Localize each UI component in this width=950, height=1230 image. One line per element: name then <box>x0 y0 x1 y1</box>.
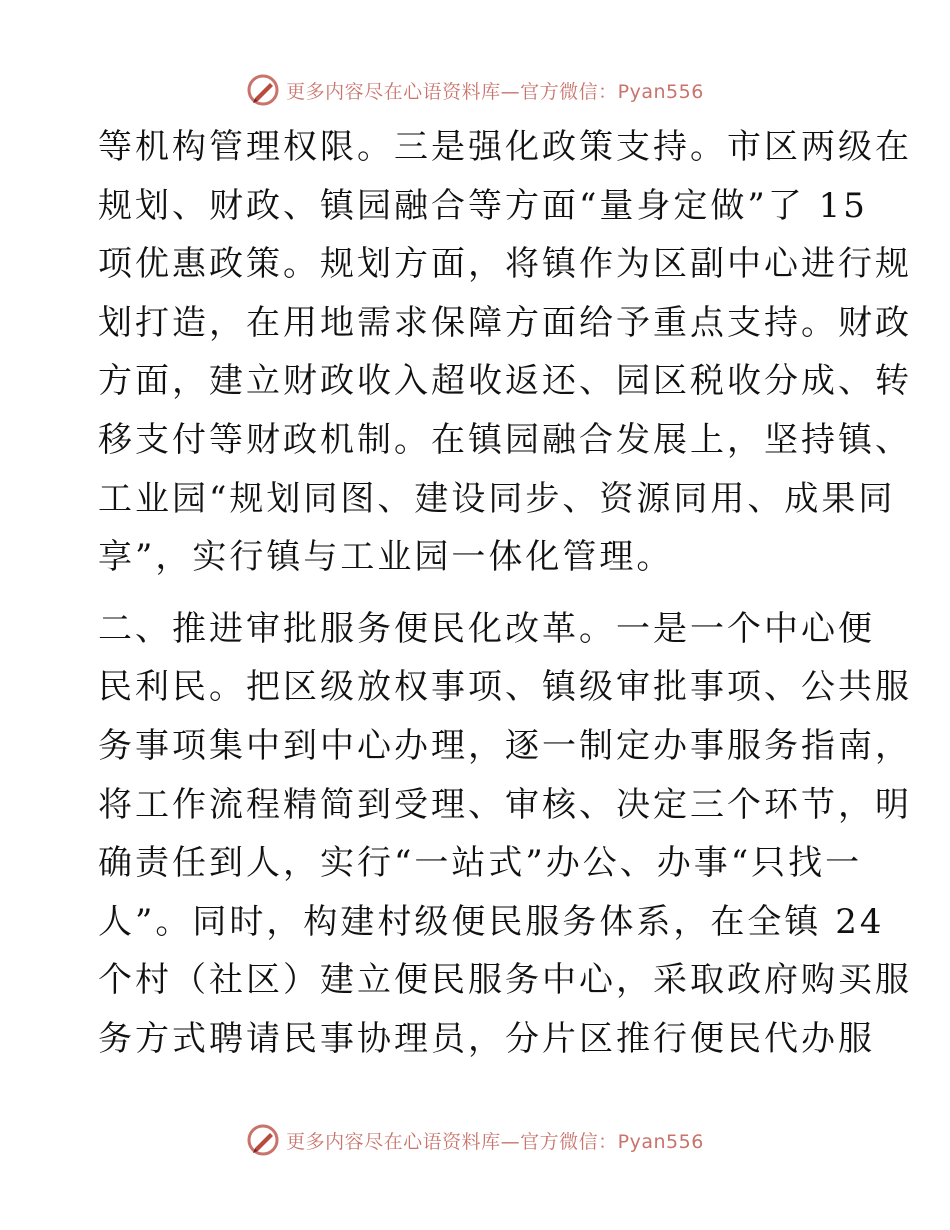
text-line: 规划、财政、镇园融合等方面“量身定做”了 15 <box>98 185 868 226</box>
header-banner <box>0 70 950 110</box>
footer-banner-text: 更多内容尽在心语资料库—官方微信：Pyan556 <box>286 1130 704 1153</box>
text-line: 项优惠政策。规划方面，将镇作为区副中心进行规 <box>98 244 912 285</box>
paragraph-2 <box>98 600 912 1069</box>
footer-banner <box>0 1120 950 1160</box>
quill-pen-logo-icon <box>246 1123 280 1157</box>
text-line: 划打造，在用地需求保障方面给予重点支持。财政 <box>98 302 912 343</box>
text-line: 人”。同时，构建村级便民服务体系，在全镇 24 <box>98 901 885 942</box>
text-line: 务方式聘请民事协理员，分片区推行便民代办服 <box>98 1018 875 1059</box>
text-line: 个村（社区）建立便民服务中心，采取政府购买服 <box>98 960 912 1001</box>
text-line: 将工作流程精简到受理、审核、决定三个环节，明 <box>98 784 912 825</box>
text-line: 工业园“规划同图、建设同步、资源同用、成果同 <box>98 478 896 519</box>
quill-pen-logo-icon <box>246 73 280 107</box>
paragraph-1 <box>98 118 912 587</box>
document-body <box>98 118 912 1069</box>
text-line: 二、推进审批服务便民化改革。一是一个中心便 <box>98 608 875 649</box>
text-line: 移支付等财政机制。在镇园融合发展上，坚持镇、 <box>98 419 912 460</box>
text-line: 确责任到人，实行“一站式”办公、办事“只找一 <box>98 843 863 884</box>
text-line: 享”，实行镇与工业园一体化管理。 <box>98 537 674 578</box>
text-line: 务事项集中到中心办理，逐一制定办事服务指南， <box>98 725 912 766</box>
text-line: 民利民。把区级放权事项、镇级审批事项、公共服 <box>98 667 912 708</box>
text-line: 等机构管理权限。三是强化政策支持。市区两级在 <box>98 127 912 167</box>
header-banner-text: 更多内容尽在心语资料库—官方微信：Pyan556 <box>286 80 704 103</box>
text-line: 方面，建立财政收入超收返还、园区税收分成、转 <box>98 361 912 402</box>
